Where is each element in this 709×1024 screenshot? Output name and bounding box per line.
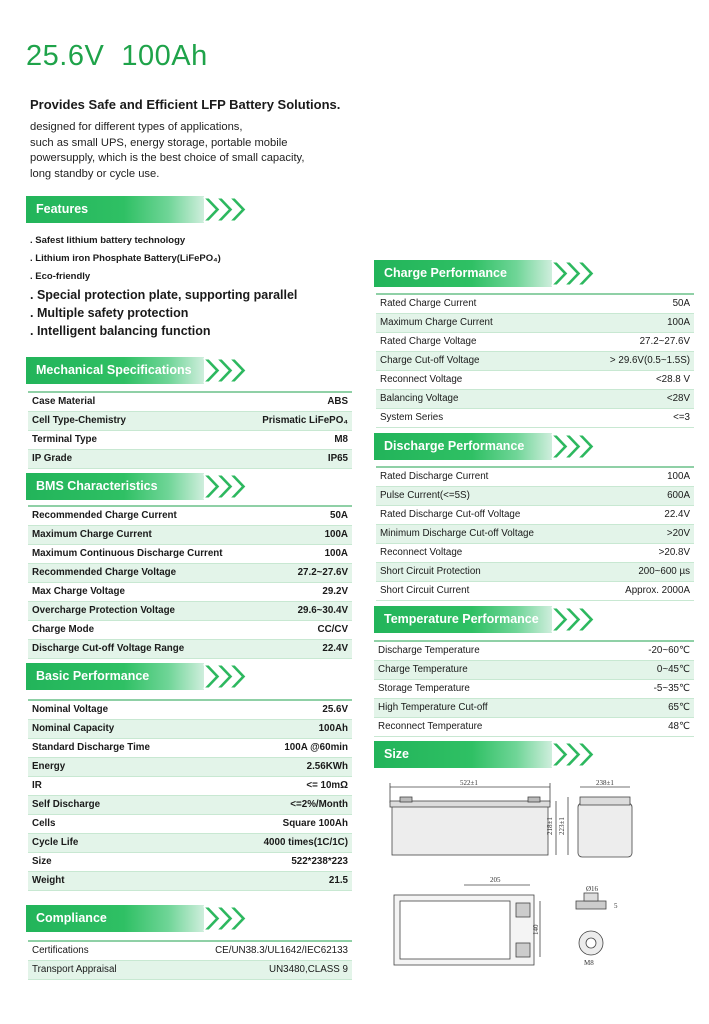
chevron-right-icon [202,905,250,932]
table-row [376,332,694,351]
spec-label: Nominal Capacity [28,719,215,738]
spec-label: Discharge Temperature [374,641,599,660]
table-row [376,486,694,505]
spec-label: Pulse Current(<=5S) [376,486,595,505]
spec-label: Self Discharge [28,795,215,814]
spec-label: Short Circuit Protection [376,562,595,581]
spec-label: Max Charge Voltage [28,582,278,601]
banner-label: Temperature Performance [384,612,539,626]
spec-value: Approx. 2000A [595,581,694,600]
banner-label: Features [36,202,89,216]
discharge-table [376,466,694,601]
table-row [376,389,694,408]
spec-value: 522*238*223 [215,852,352,871]
spec-value: 22.4V [278,639,352,658]
bms-table [28,505,352,659]
spec-label: Charge Temperature [374,660,599,679]
spec-value: 600A [595,486,694,505]
spec-value: <28.8 V [560,370,694,389]
spec-label: Discharge Cut-off Voltage Range [28,639,278,658]
table-row [376,581,694,600]
spec-value: <=3 [560,408,694,427]
feature-item: . Lithium iron Phosphate Battery(LiFePO₄) [30,253,221,264]
spec-value: >20V [595,524,694,543]
spec-label: Charge Cut-off Voltage [376,351,560,370]
table-row [28,719,352,738]
table-row [28,449,352,468]
spec-label: Nominal Voltage [28,700,215,719]
spec-label: Standard Discharge Time [28,738,215,757]
spec-label: Reconnect Temperature [374,717,599,736]
charge-banner [374,260,598,287]
spec-label: Balancing Voltage [376,389,560,408]
banner-label: Size [384,747,410,761]
spec-label: Rated Charge Voltage [376,332,560,351]
table-row [376,351,694,370]
spec-label: Short Circuit Current [376,581,595,600]
spec-label: Charge Mode [28,620,278,639]
discharge-banner [374,433,598,460]
spec-value: M8 [197,430,352,449]
table-row [376,562,694,581]
table-row [28,833,352,852]
spec-label: Maximum Continuous Discharge Current [28,544,278,563]
table-row [376,370,694,389]
basic-table [28,699,352,891]
spec-value: 22.4V [595,505,694,524]
spec-value: 27.2~27.6V [278,563,352,582]
spec-value: 4000 times(1C/1C) [215,833,352,852]
spec-value: -5~35℃ [599,679,694,698]
spec-value: CE/UN38.3/UL1642/IEC62133 [156,941,352,960]
spec-value: <= 10mΩ [215,776,352,795]
spec-label: Terminal Type [28,430,197,449]
description [30,120,350,182]
table-row [28,776,352,795]
spec-label: Weight [28,871,215,890]
basic-banner [26,663,250,690]
spec-value: 50A [278,506,352,525]
chevron-right-icon [202,357,250,384]
banner-label: Mechanical Specifications [36,363,192,377]
table-row [376,505,694,524]
table-row [374,717,694,736]
page-subtitle: Provides Safe and Efficient LFP Battery Solutions. [30,97,341,112]
spec-label: Recommended Charge Voltage [28,563,278,582]
compliance-banner [26,905,250,932]
feature-item: . Multiple safety protection [30,306,189,320]
banner-label: Discharge Performance [384,439,525,453]
spec-value: > 29.6V(0.5~1.5S) [560,351,694,370]
spec-value: 100Ah [215,719,352,738]
temperature-table [374,640,694,737]
spec-label: Certifications [28,941,156,960]
mechanical-banner [26,357,250,384]
spec-value: Square 100Ah [215,814,352,833]
spec-value: 200~600 µs [595,562,694,581]
chevron-right-icon [202,196,250,223]
table-row [28,700,352,719]
spec-value: 2.56KWh [215,757,352,776]
table-row [28,814,352,833]
spec-value: >20.8V [595,543,694,562]
spec-value: 48℃ [599,717,694,736]
table-row [374,660,694,679]
temperature-banner [374,606,598,633]
table-row [374,641,694,660]
spec-label: Storage Temperature [374,679,599,698]
banner-label: Charge Performance [384,266,507,280]
spec-value: IP65 [197,449,352,468]
table-row [28,738,352,757]
spec-label: Rated Discharge Cut-off Voltage [376,505,595,524]
table-row [28,392,352,411]
table-row [376,294,694,313]
spec-value: 100A [595,467,694,486]
spec-value: ABS [197,392,352,411]
table-row [28,525,352,544]
svg-text:Ø16: Ø16 [586,885,599,893]
spec-label: System Series [376,408,560,427]
svg-text:205: 205 [490,876,501,884]
spec-value: -20~60℃ [599,641,694,660]
spec-label: IR [28,776,215,795]
spec-label: Recommended Charge Current [28,506,278,525]
description-line: such as small UPS, energy storage, portable mobile [30,136,288,149]
feature-item: . Eco-friendly [30,271,91,282]
spec-label: Minimum Discharge Cut-off Voltage [376,524,595,543]
spec-value: 21.5 [215,871,352,890]
table-row [28,506,352,525]
svg-text:238±1: 238±1 [596,779,614,787]
spec-value: CC/CV [278,620,352,639]
spec-value: 29.6~30.4V [278,601,352,620]
spec-label: Rated Discharge Current [376,467,595,486]
table-row [28,601,352,620]
features-banner [26,196,250,223]
table-row [28,795,352,814]
spec-value: 100A @60min [215,738,352,757]
spec-value: Prismatic LiFePO₄ [197,411,352,430]
spec-value: UN3480,CLASS 9 [156,960,352,979]
banner-label: Compliance [36,911,107,925]
mechanical-table [28,391,352,469]
banner-label: Basic Performance [36,669,150,683]
spec-label: Cells [28,814,215,833]
compliance-table [28,940,352,980]
svg-text:218±1: 218±1 [546,817,554,835]
spec-label: Overcharge Protection Voltage [28,601,278,620]
table-row [28,582,352,601]
svg-text:522±1: 522±1 [460,779,478,787]
spec-value: 100A [560,313,694,332]
chevron-right-icon [202,663,250,690]
spec-label: High Temperature Cut-off [374,698,599,717]
spec-label: Energy [28,757,215,776]
description-line: long standby or cycle use. [30,167,160,180]
table-row [28,544,352,563]
spec-value: 29.2V [278,582,352,601]
spec-value: 65℃ [599,698,694,717]
spec-label: Reconnect Voltage [376,543,595,562]
table-row [28,941,352,960]
spec-value: 27.2~27.6V [560,332,694,351]
spec-value: 100A [278,525,352,544]
description-line: powersupply, which is the best choice of small capacity, [30,152,305,165]
chevron-right-icon [550,606,598,633]
spec-label: Cell Type-Chemistry [28,411,197,430]
spec-label: IP Grade [28,449,197,468]
feature-item: . Safest lithium battery technology [30,235,186,246]
table-row [28,430,352,449]
spec-label: Maximum Charge Current [376,313,560,332]
spec-value: 25.6V [215,700,352,719]
table-row [374,698,694,717]
svg-text:M8: M8 [584,959,594,967]
spec-label: Size [28,852,215,871]
table-row [28,871,352,890]
features-list [30,232,297,340]
spec-label: Maximum Charge Current [28,525,278,544]
svg-text:5: 5 [614,902,618,910]
svg-text:223±1: 223±1 [558,817,566,835]
spec-value: <28V [560,389,694,408]
spec-label: Transport Appraisal [28,960,156,979]
chevron-right-icon [550,260,598,287]
spec-value: 0~45℃ [599,660,694,679]
table-row [376,313,694,332]
spec-label: Cycle Life [28,833,215,852]
table-row [376,543,694,562]
feature-item: . Special protection plate, supporting parallel [30,288,298,302]
spec-label: Case Material [28,392,197,411]
spec-label: Rated Charge Current [376,294,560,313]
spec-value: 100A [278,544,352,563]
spec-label: Reconnect Voltage [376,370,560,389]
chevron-right-icon [550,433,598,460]
table-row [28,639,352,658]
table-row [28,411,352,430]
spec-value: <=2%/Month [215,795,352,814]
table-row [28,960,352,979]
table-row [376,467,694,486]
size-drawings [380,775,700,975]
table-row [28,852,352,871]
svg-text:140: 140 [532,924,540,935]
table-row [376,524,694,543]
table-row [28,757,352,776]
spec-value: 50A [560,294,694,313]
table-row [28,620,352,639]
size-banner [374,741,598,768]
banner-label: BMS Characteristics [36,479,158,493]
description-line: designed for different types of applications, [30,121,243,133]
charge-table [376,293,694,428]
table-row [374,679,694,698]
battery-dimension-drawing [380,775,700,975]
page-title: 25.6V 100Ah [26,40,208,72]
table-row [376,408,694,427]
chevron-right-icon [202,473,250,500]
table-row [28,563,352,582]
feature-item: . Intelligent balancing function [30,324,211,338]
chevron-right-icon [550,741,598,768]
bms-banner [26,473,250,500]
